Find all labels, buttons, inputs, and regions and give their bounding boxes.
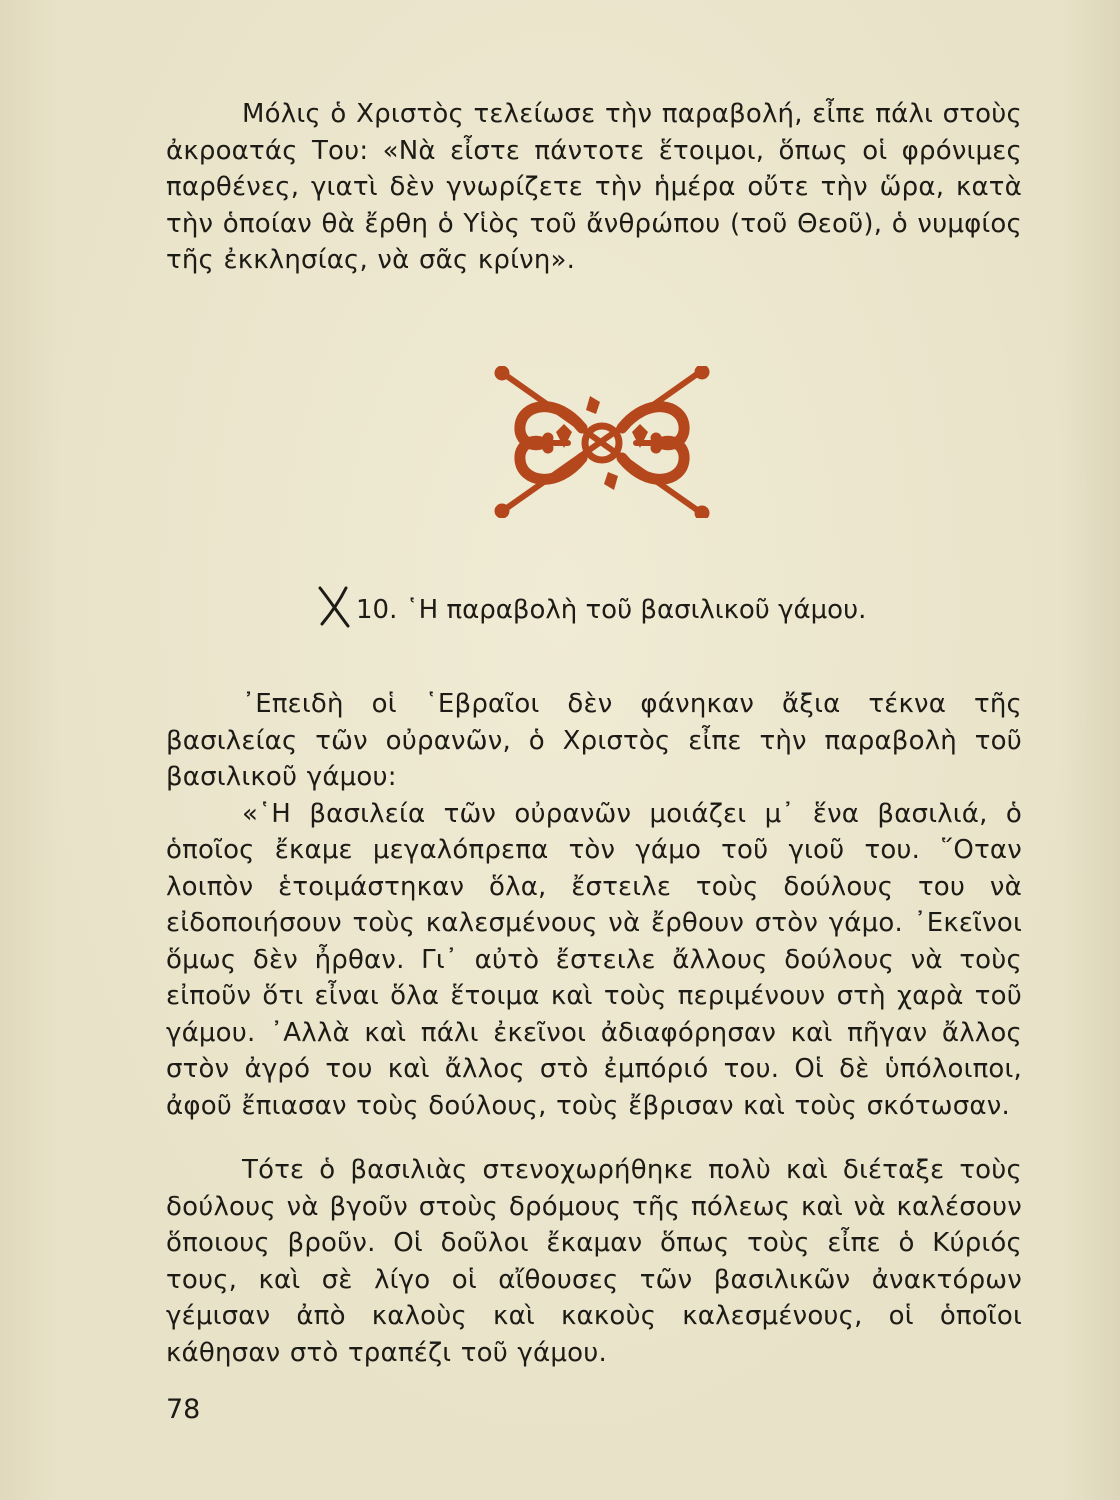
text-block-conclusion bbox=[166, 1152, 1022, 1371]
decorative-vignette-icon bbox=[486, 366, 716, 518]
text-block-parable bbox=[166, 686, 1022, 1124]
page-number: 78 bbox=[166, 1394, 201, 1425]
section-heading bbox=[316, 584, 866, 630]
text-block-intro bbox=[166, 96, 1022, 279]
handwritten-x-mark-icon bbox=[316, 584, 352, 628]
heading-number: 10. bbox=[356, 595, 398, 625]
paragraph-3: «῾Η βασιλεία τῶν οὐρανῶν μοιάζει μ᾿ ἕνα βασιλιά, ὁ ὁποῖος ἔκαμε μεγαλόπρεπα τὸν γάμο τοῦ γιοῦ του. ῞Οταν λοιπὸν ἑτοιμάστηκαν ὅλα, ἔστειλε τοὺς δούλους του νὰ εἰδοποιήσουν τοὺς καλεσμένους νὰ ἔρθουν στὸν γάμο. ᾿Εκεῖνοι ὅμως δὲν ἦρθαν. Γι᾿ αὐτὸ ἔστειλε ἄλλους δούλους νὰ τοὺς εἰποῦν ὅτι εἶναι ὅλα ἕτοιμα καὶ τοὺς περιμένουν στὴ χαρὰ τοῦ γάμου. ᾿Αλλὰ καὶ πάλι ἐκεῖνοι ἀδιαφόρησαν καὶ πῆγαν ἄλλος στὸν ἀγρό του καὶ ἄλλος στὸ ἐμπόριό του. Οἱ δὲ ὑπόλοιποι, ἀφοῦ ἔπιασαν τοὺς δούλους, τοὺς ἔβρισαν καὶ τοὺς σκότωσαν. bbox=[166, 798, 1022, 1121]
paragraph-1: Μόλις ὁ Χριστὸς τελείωσε τὴν παραβολή, εἶπε πάλι στοὺς ἀκροατάς Του: «Νὰ εἶστε πάντοτε ἕτοιμοι, ὅπως οἱ φρόνιμες παρθένες, γιατὶ δὲν γνωρίζετε τὴν ἡμέρα οὔτε τὴν ὥρα, κατὰ τὴν ὁποίαν θὰ ἔρθη ὁ Υἱὸς τοῦ ἄνθρώπου (τοῦ Θεοῦ), ὁ νυμφίος τῆς ἐκκλησίας, νὰ σᾶς κρίνη». bbox=[166, 99, 1022, 275]
paragraph-4: Τότε ὁ βασιλιὰς στενοχωρήθηκε πολὺ καὶ διέταξε τοὺς δούλους νὰ βγοῦν στοὺς δρόμους τῆς πόλεως καὶ νὰ καλέσουν ὅποιους βροῦν. Οἱ δοῦλοι ἔκαμαν ὅπως τοὺς εἶπε ὁ Κύριός τους, καὶ σὲ λίγο οἱ αἴθουσες τῶν βασιλικῶν ἀνακτόρων γέμισαν ἀπὸ καλοὺς καὶ κακοὺς καλεσμένους, οἱ ὁποῖοι κάθησαν στὸ τραπέζι τοῦ γάμου. bbox=[166, 1155, 1022, 1368]
heading-title: ῾Η παραβολὴ τοῦ βασιλικοῦ γάμου. bbox=[405, 595, 867, 625]
paragraph-2: ᾿Επειδὴ οἱ ῾Εβραῖοι δὲν φάνηκαν ἄξια τέκνα τῆς βασιλείας τῶν οὐρανῶν, ὁ Χριστὸς εἶπε τὴν παραβολὴ τοῦ βασιλικοῦ γάμου: bbox=[166, 689, 1022, 792]
